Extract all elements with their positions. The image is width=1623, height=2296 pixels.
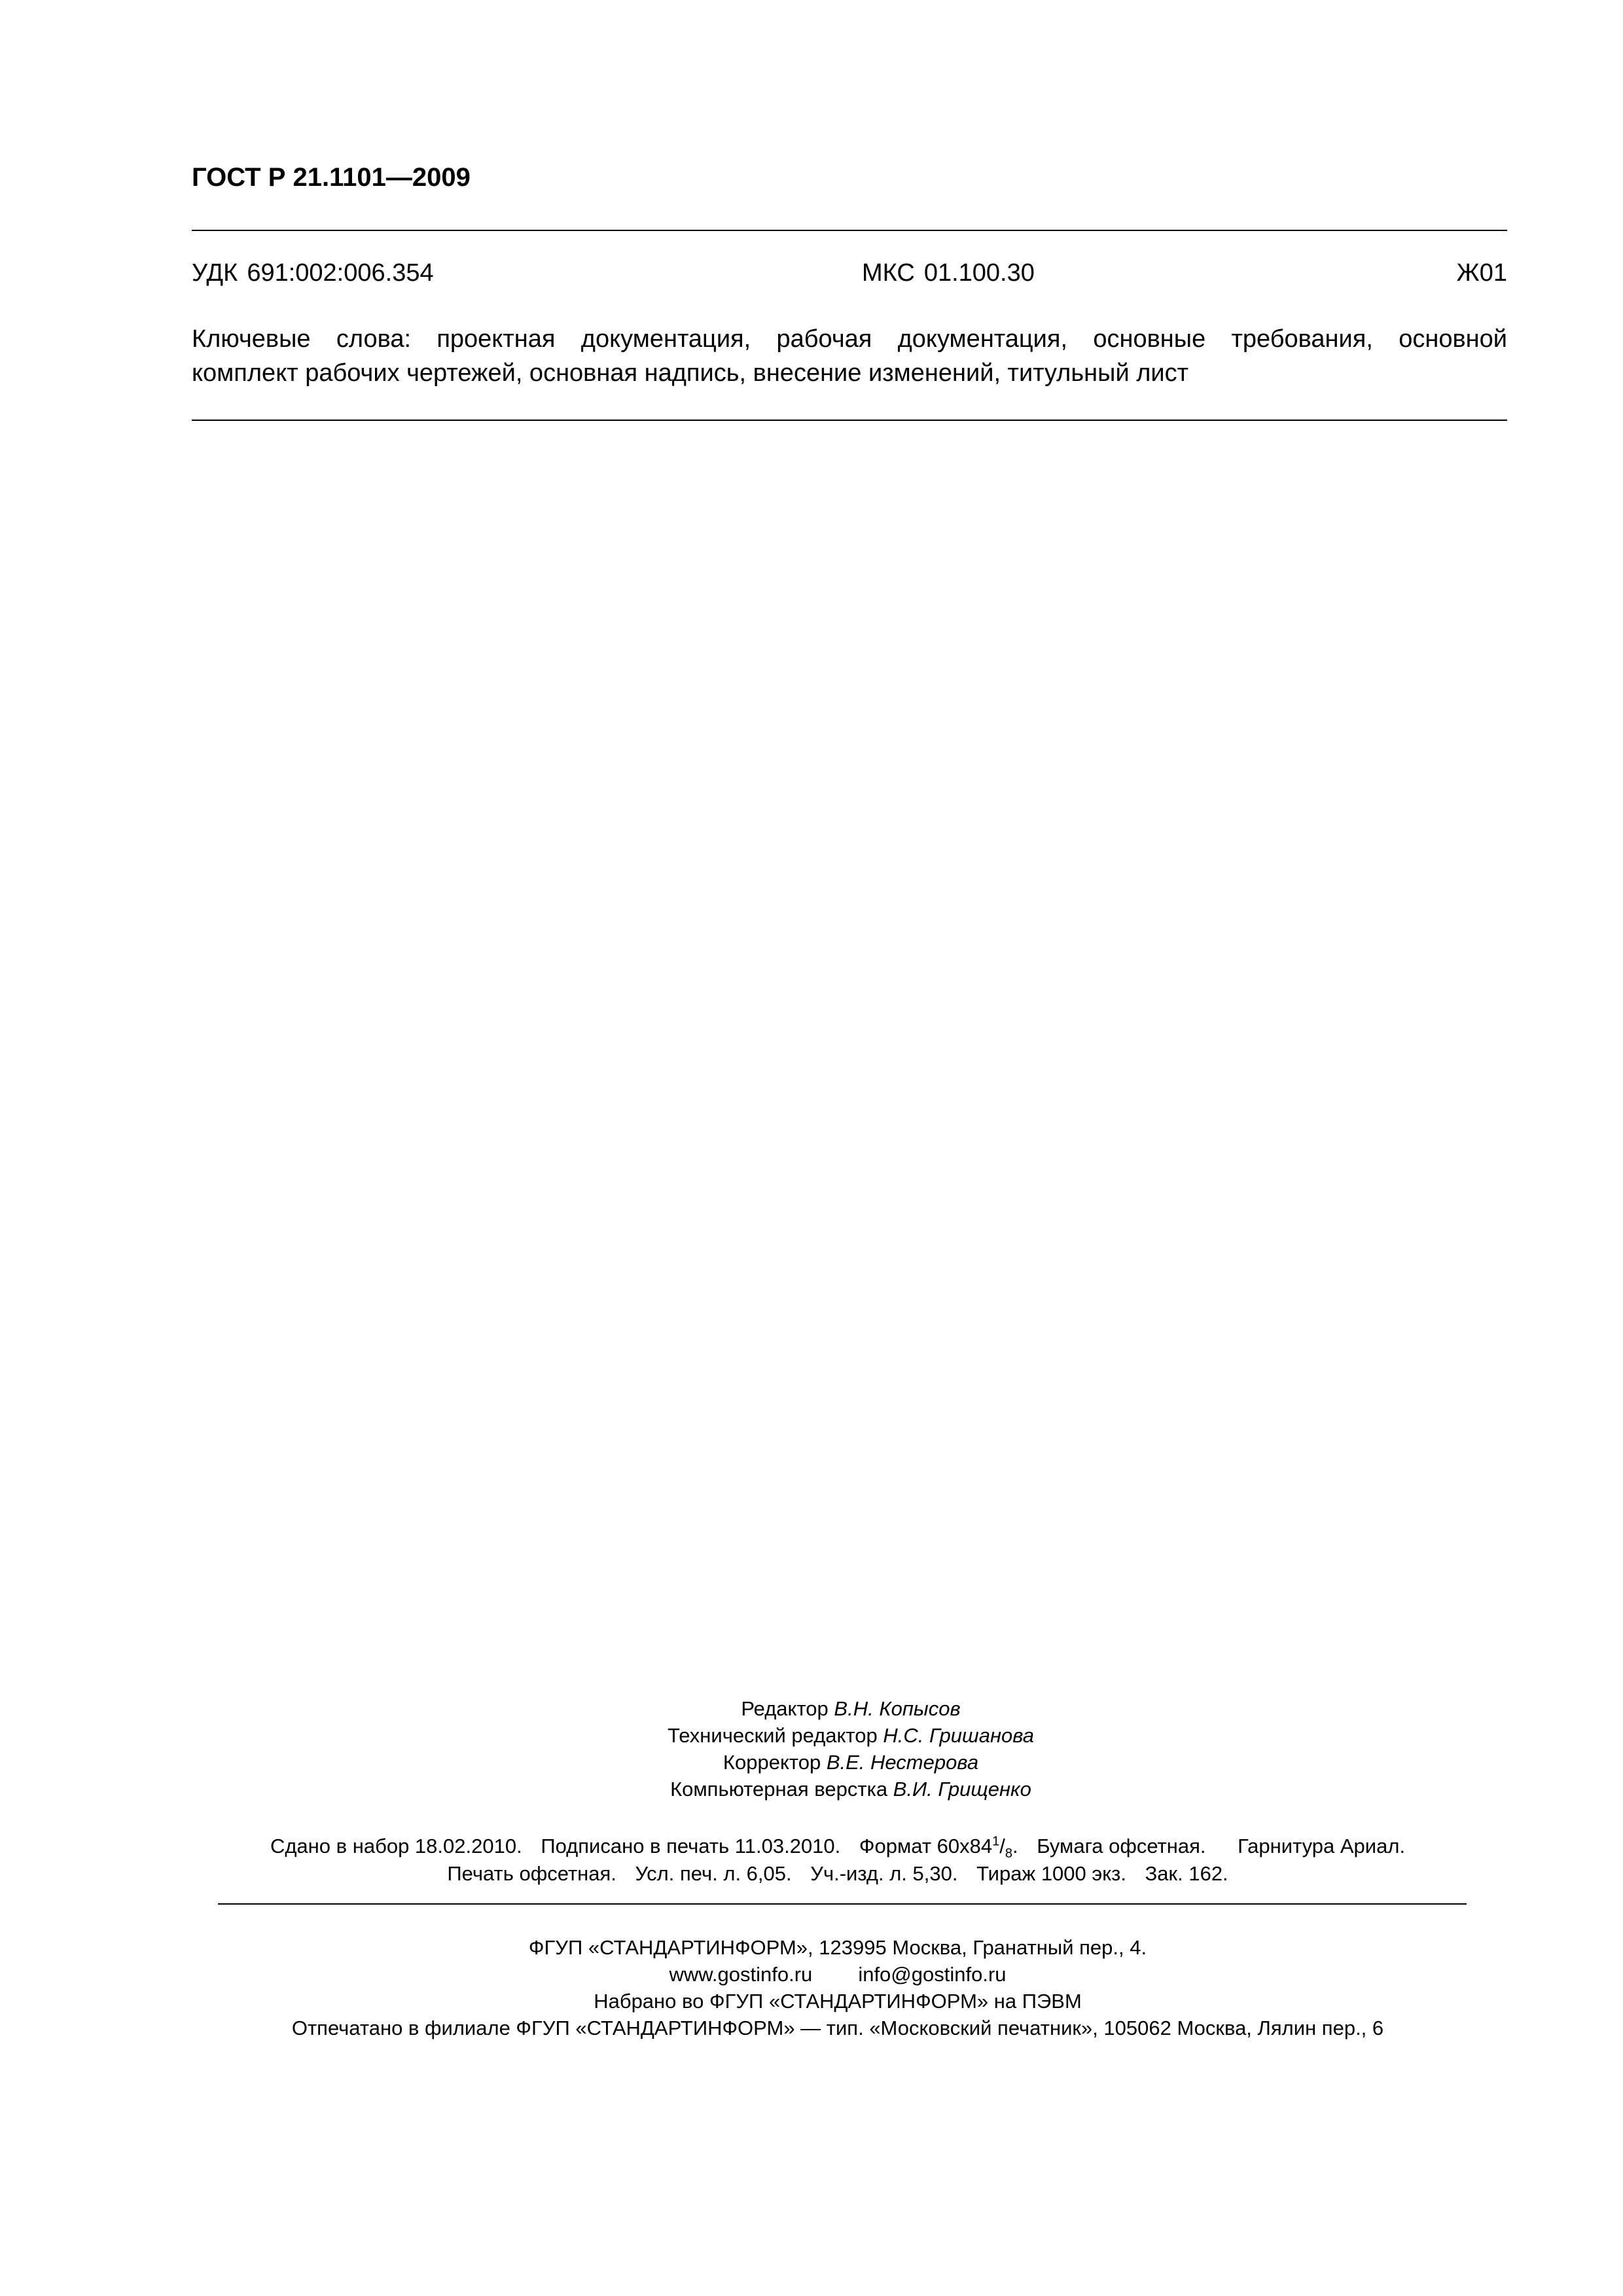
udk-value: 691:002:006.354 <box>247 259 434 287</box>
keywords-word: рабочая <box>776 325 872 353</box>
keywords-word: проектная <box>437 325 556 353</box>
keywords-word: документация, <box>897 325 1068 353</box>
printing-method: Печать офсетная. <box>447 1862 616 1885</box>
imprint-line-2 <box>216 1860 1459 1888</box>
keywords-word: требования, <box>1231 325 1373 353</box>
layout-line <box>458 1776 1243 1803</box>
proofreader-label: Корректор <box>722 1751 821 1774</box>
editor-label: Редактор <box>741 1697 829 1720</box>
keywords-word: Ключевые <box>192 325 311 353</box>
keywords-line-2: комплект рабочих чертежей, основная надпись, внесение изменений, титульный лист <box>192 359 1189 387</box>
publisher-website[interactable]: www.gostinfo.ru <box>669 1963 813 1986</box>
top-divider <box>192 230 1507 231</box>
classification-codes-row <box>192 257 1507 289</box>
tech-editor-label: Технический редактор <box>668 1724 878 1747</box>
order-number: Зак. 162. <box>1145 1862 1228 1885</box>
publisher-contacts <box>216 1961 1459 1988</box>
print-run: Тираж 1000 экз. <box>976 1862 1126 1885</box>
udk-code <box>192 257 434 289</box>
paper-format: Формат $60х84^1/_8$. <box>859 1834 1018 1861</box>
publisher-email[interactable]: info@gostinfo.ru <box>858 1963 1007 1986</box>
printed-note: Отпечатано в филиале ФГУП «СТАНДАРТИНФОРМ» — тип. «Московский печатник», 105062 Москва, Лялин пер., 6 <box>291 2017 1384 2039</box>
keywords-word: основные <box>1093 325 1206 353</box>
editorial-credits <box>458 1695 1243 1803</box>
paper-type: Бумага офсетная. <box>1037 1835 1206 1857</box>
typeface: Гарнитура Ариал. <box>1238 1835 1406 1857</box>
proofreader-name: В.Е. Нестерова <box>826 1751 979 1774</box>
mks-value: 01.100.30 <box>923 259 1035 287</box>
publisher-info <box>216 1934 1459 2041</box>
okstu-code: Ж01 <box>1456 259 1507 287</box>
keywords-word: слова: <box>336 325 412 353</box>
keywords-word: основной <box>1399 325 1507 353</box>
keywords-divider <box>192 420 1507 421</box>
signed-date: Подписано в печать 11.03.2010. <box>541 1835 841 1857</box>
mks-label: МКС <box>862 259 915 287</box>
keywords-line-1 <box>192 322 1507 356</box>
typeset-note: Набрано во ФГУП «СТАНДАРТИНФОРМ» на ПЭВМ <box>594 1990 1082 2013</box>
print-sheets: Усл. печ. л. 6,05. <box>635 1862 792 1885</box>
submitted-date: Сдано в набор 18.02.2010. <box>270 1835 522 1857</box>
tech-editor-line <box>458 1722 1243 1749</box>
standard-number: ГОСТ Р 21.1101—2009 <box>192 163 471 192</box>
layout-label: Компьютерная верстка <box>670 1778 888 1801</box>
udk-label: УДК <box>192 259 238 287</box>
keywords-paragraph <box>192 322 1507 390</box>
print-imprint <box>216 1833 1459 1888</box>
imprint-line-1 <box>216 1833 1459 1860</box>
mks-code <box>862 257 1035 289</box>
keywords-word: документация, <box>580 325 751 353</box>
publisher-sheets: Уч.-изд. л. 5,30. <box>810 1862 958 1885</box>
layout-name: В.И. Грищенко <box>893 1778 1031 1801</box>
editor-name: В.Н. Копысов <box>834 1697 961 1720</box>
proofreader-line <box>458 1749 1243 1776</box>
publisher-address: ФГУП «СТАНДАРТИНФОРМ», 123995 Москва, Гранатный пер., 4. <box>528 1936 1147 1959</box>
editor-line <box>458 1695 1243 1722</box>
imprint-divider <box>218 1903 1467 1905</box>
tech-editor-name: Н.С. Гришанова <box>883 1724 1034 1747</box>
